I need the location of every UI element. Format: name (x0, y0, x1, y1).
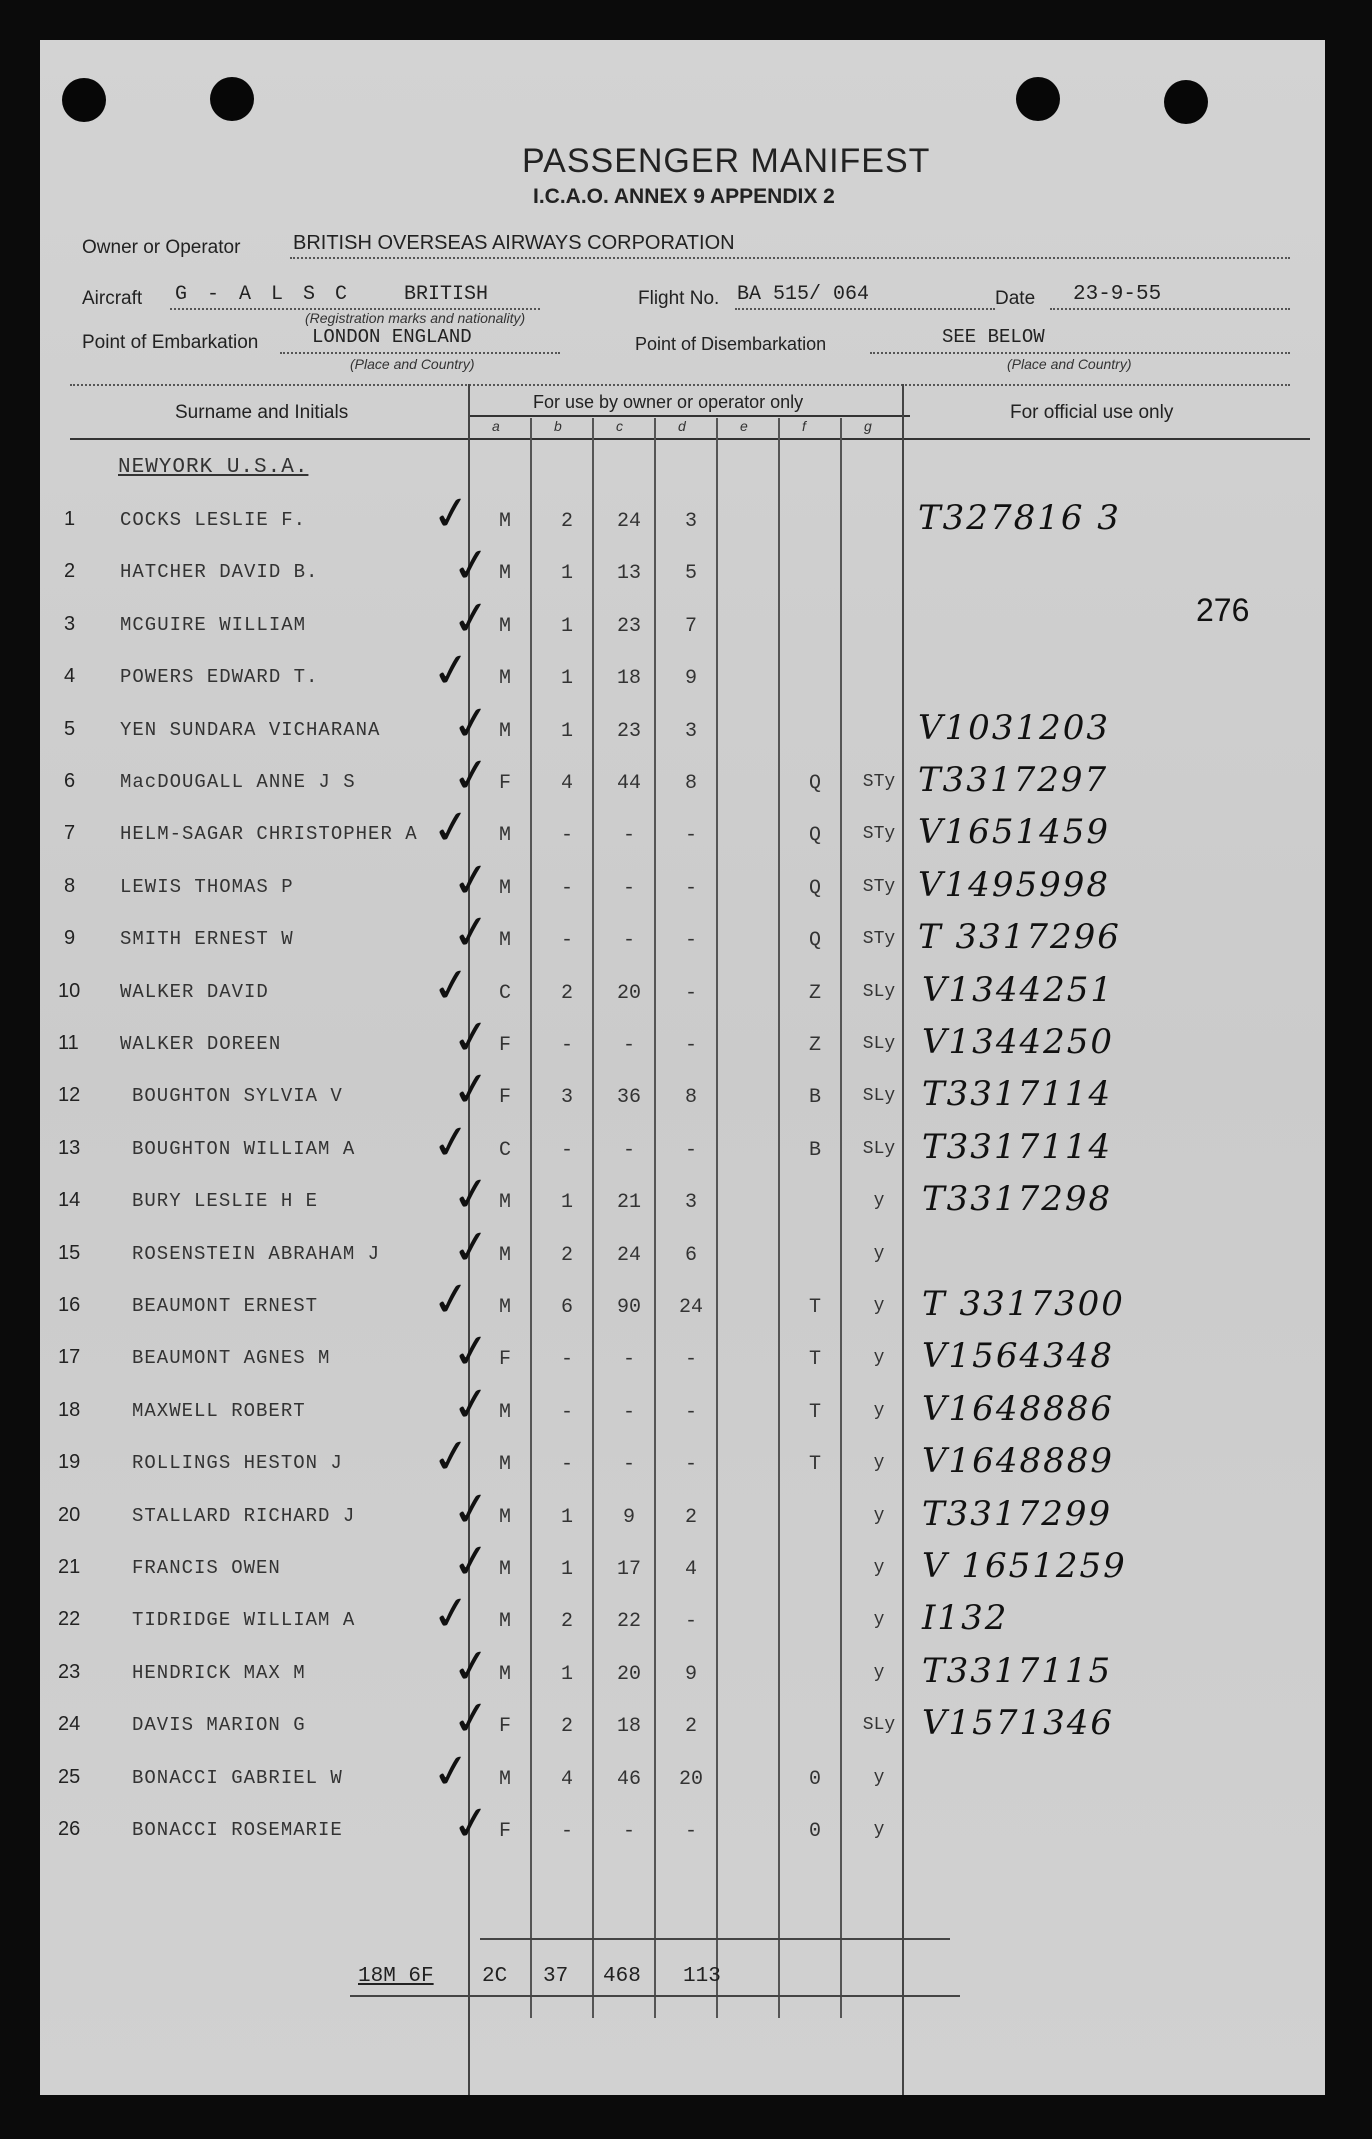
official-number: V1031203 (918, 707, 1110, 748)
cell-d: - (684, 1138, 697, 1162)
cell-c: 9 (622, 1505, 635, 1529)
cell-g: STy (862, 824, 896, 845)
cell-g: SLy (862, 1138, 896, 1159)
passenger-name: BONACCI ROSEMARIE (132, 1819, 343, 1841)
checkmark-icon: ✓ (448, 902, 495, 962)
checkmark-icon: ✓ (448, 1531, 495, 1591)
passenger-name: COCKS LESLIE F. (120, 509, 307, 531)
passenger-name: ROSENSTEIN ABRAHAM J (132, 1242, 381, 1265)
cell-d: 3 (684, 510, 697, 533)
row-number: 2 (64, 560, 76, 583)
cell-c: 18 (616, 1715, 641, 1739)
embarkation-value: LONDON ENGLAND (312, 326, 472, 348)
row-number: 20 (58, 1503, 81, 1526)
cell-c: 21 (616, 1191, 641, 1215)
cell-d: - (684, 1610, 697, 1634)
cell-a: F (498, 1348, 511, 1372)
row-number: 23 (58, 1660, 81, 1683)
cell-a: M (498, 1662, 511, 1686)
cell-a: M (498, 1505, 511, 1529)
cell-b: 1 (560, 562, 573, 586)
cell-d: 9 (684, 1662, 697, 1686)
disembarkation-note: (Place and Country) (1007, 356, 1132, 372)
passenger-name: HELM-SAGAR CHRISTOPHER A (120, 823, 418, 846)
flight-label: Flight No. (638, 288, 720, 309)
passenger-name: SMITH ERNEST W (120, 928, 294, 951)
cell-d: 3 (684, 719, 697, 743)
checkmark-icon: ✓ (428, 1112, 475, 1172)
passenger-name: WALKER DAVID (120, 980, 269, 1003)
cell-a: M (498, 1610, 511, 1634)
cell-g: y (873, 1191, 885, 1212)
official-number: T3317114 (922, 1074, 1113, 1115)
cell-b: 1 (560, 614, 573, 638)
cell-a: M (498, 719, 511, 743)
cell-b: 1 (560, 1662, 573, 1686)
cell-d: 4 (684, 1558, 697, 1581)
cell-b: - (560, 1034, 573, 1057)
checkmark-icon: ✓ (448, 1059, 495, 1119)
official-number: V 1651259 (922, 1546, 1127, 1586)
cell-a: M (498, 562, 511, 586)
cell-a: C (498, 1138, 511, 1162)
official-number: T3317298 (922, 1179, 1113, 1220)
cell-b: 2 (560, 1610, 573, 1634)
cell-c: 90 (616, 1296, 641, 1319)
cell-d: - (684, 876, 697, 900)
cell-g: y (873, 1820, 885, 1840)
passenger-name: TIDRIDGE WILLIAM A (132, 1609, 356, 1632)
checkmark-icon: ✓ (448, 850, 495, 910)
row-number: 14 (58, 1189, 81, 1212)
official-number: V1344251 (922, 969, 1114, 1010)
cell-c: 24 (616, 510, 641, 533)
cell-b: 2 (560, 510, 573, 533)
cell-d: 5 (684, 562, 697, 586)
checkmark-icon: ✓ (428, 797, 475, 857)
official-number: V1651459 (918, 812, 1110, 853)
cell-c: 44 (616, 772, 641, 795)
document-title: PASSENGER MANIFEST (522, 142, 931, 180)
row-number: 18 (58, 1398, 81, 1421)
row-number: 5 (64, 717, 76, 740)
cell-b: 2 (560, 981, 573, 1005)
punch-hole (210, 77, 254, 121)
cell-g: y (873, 1296, 885, 1316)
cell-a: M (498, 667, 511, 691)
passenger-name: MCGUIRE WILLIAM (120, 613, 307, 636)
cell-b: - (560, 1400, 573, 1424)
cell-d: - (684, 1348, 697, 1372)
checkmark-icon: ✓ (448, 1321, 495, 1381)
cell-f: Q (808, 929, 821, 953)
cell-g: y (873, 1348, 885, 1369)
cell-b: 2 (560, 1243, 573, 1267)
cell-b: 4 (560, 1767, 573, 1791)
col-letter-a: a (492, 418, 500, 434)
cell-g: STy (862, 876, 896, 897)
checkmark-icon: ✓ (448, 1374, 495, 1434)
passenger-name: STALLARD RICHARD J (132, 1504, 356, 1527)
cell-c: 22 (616, 1610, 641, 1634)
cell-g: y (873, 1243, 885, 1264)
passenger-name: BONACCI GABRIEL W (132, 1766, 343, 1789)
owner-label: Owner or Operator (82, 237, 241, 258)
row-number: 16 (58, 1294, 81, 1316)
document-subtitle: I.C.A.O. ANNEX 9 APPENDIX 2 (533, 185, 835, 208)
cell-d: - (684, 981, 697, 1005)
cell-d: 3 (684, 1191, 697, 1215)
cell-c: - (622, 1034, 635, 1057)
cell-b: 1 (560, 1505, 573, 1529)
row-number: 10 (58, 979, 81, 1002)
aircraft-note: (Registration marks and nationality) (305, 310, 526, 326)
cell-c: - (622, 1400, 635, 1424)
embarkation-label: Point of Embarkation (82, 332, 259, 353)
row-number: 15 (58, 1241, 81, 1264)
cell-d: 6 (684, 1243, 697, 1267)
cell-c: 23 (616, 719, 641, 743)
row-number: 26 (58, 1818, 81, 1840)
cell-f: Z (808, 981, 821, 1005)
checkmark-icon: ✓ (448, 1217, 495, 1277)
cell-a: M (498, 1243, 511, 1267)
cell-d: 8 (684, 772, 697, 795)
total-b: 37 (543, 1965, 569, 1988)
cell-d: - (684, 1453, 697, 1477)
row-number: 25 (58, 1765, 81, 1788)
cell-d: 24 (678, 1296, 703, 1319)
punch-hole (1164, 80, 1208, 124)
date-value: 23-9-55 (1073, 283, 1162, 306)
passenger-name: HENDRICK MAX M (132, 1661, 306, 1684)
cell-c: 20 (616, 981, 641, 1005)
official-number: V1495998 (918, 864, 1110, 905)
col-owner-use-header: For use by owner or operator only (533, 392, 804, 412)
total-c: 468 (603, 1965, 641, 1988)
cell-d: 8 (684, 1086, 697, 1110)
cell-d: - (684, 929, 697, 953)
cell-c: - (622, 929, 635, 953)
cell-d: 7 (684, 614, 697, 638)
checkmark-icon: ✓ (448, 693, 495, 753)
cell-d: - (684, 824, 697, 848)
cell-d: - (684, 1400, 697, 1424)
cell-g: y (873, 1505, 885, 1526)
cell-f: Q (808, 824, 821, 848)
row-number: 24 (58, 1713, 81, 1736)
official-number: I132 (922, 1598, 1009, 1639)
cell-d: - (684, 1820, 697, 1843)
cell-a: F (498, 1820, 511, 1843)
cell-b: 2 (560, 1715, 573, 1739)
cell-g: SLy (862, 1034, 896, 1054)
cell-g: y (873, 1767, 885, 1788)
cell-c: - (622, 1820, 635, 1843)
checkmark-icon: ✓ (448, 535, 495, 595)
passenger-name: LEWIS THOMAS P (120, 875, 294, 898)
cell-f: T (808, 1400, 821, 1424)
row-number: 3 (64, 612, 76, 635)
totals-label: 18M 6F (358, 1965, 434, 1988)
cell-a: M (498, 1453, 511, 1477)
official-number: T327816 3 (918, 498, 1121, 538)
cell-c: - (622, 824, 635, 848)
cell-g: y (873, 1610, 885, 1631)
cell-c: 13 (616, 562, 641, 586)
cell-f: Q (808, 876, 821, 900)
passenger-name: ROLLINGS HESTON J (132, 1452, 343, 1475)
checkmark-icon: ✓ (428, 1741, 475, 1801)
checkmark-icon: ✓ (428, 1269, 475, 1329)
checkmark-icon: ✓ (448, 745, 495, 805)
cell-c: - (622, 1453, 635, 1477)
cell-f: B (808, 1086, 821, 1110)
official-number: T3317297 (918, 760, 1109, 800)
cell-d: - (684, 1034, 697, 1057)
section-destination: NEWYORK U.S.A. (118, 456, 309, 479)
cell-a: M (498, 929, 511, 953)
cell-a: C (498, 981, 511, 1005)
flight-number: BA 515/ 064 (737, 283, 870, 306)
checkmark-icon: ✓ (448, 1479, 495, 1539)
col-surname-header: Surname and Initials (175, 402, 349, 423)
cell-d: 2 (684, 1715, 697, 1739)
cell-a: M (498, 824, 511, 848)
col-letter-g: g (864, 418, 872, 434)
cell-b: 1 (560, 719, 573, 743)
owner-value: BRITISH OVERSEAS AIRWAYS CORPORATION (293, 232, 735, 254)
cell-b: 3 (560, 1086, 573, 1110)
aircraft-nationality: BRITISH (404, 283, 489, 306)
cell-c: 46 (616, 1767, 641, 1791)
checkmark-icon: ✓ (448, 588, 495, 648)
passenger-name: BURY LESLIE H E (132, 1190, 319, 1213)
official-number: T 3317300 (922, 1284, 1125, 1324)
punch-hole (1016, 77, 1060, 121)
cell-c: 23 (616, 614, 641, 638)
cell-a: M (498, 1191, 511, 1215)
row-number: 13 (58, 1136, 81, 1159)
cell-d: 2 (684, 1505, 697, 1529)
row-number: 4 (64, 665, 76, 688)
cell-g: y (873, 1662, 885, 1683)
embarkation-note: (Place and Country) (350, 356, 475, 372)
cell-g: SLy (862, 1715, 896, 1736)
passenger-name: WALKER DOREEN (120, 1033, 282, 1055)
checkmark-icon: ✓ (428, 640, 475, 700)
col-letter-c: c (616, 418, 623, 434)
cell-b: 1 (560, 1558, 573, 1581)
cell-f: B (808, 1138, 821, 1162)
disembarkation-value: SEE BELOW (942, 326, 1045, 348)
cell-g: SLy (862, 1086, 896, 1107)
punch-hole (62, 78, 106, 122)
passenger-name: YEN SUNDARA VICHARANA (120, 718, 381, 741)
cell-c: 20 (616, 1662, 641, 1686)
row-number: 8 (64, 874, 76, 897)
passenger-name: BOUGHTON SYLVIA V (132, 1085, 343, 1108)
row-number: 22 (58, 1608, 81, 1631)
cell-g: STy (862, 772, 896, 792)
official-number: V1571346 (922, 1703, 1114, 1744)
official-number: T3317115 (922, 1650, 1113, 1691)
cell-f: Q (808, 772, 821, 795)
checkmark-icon: ✓ (448, 1793, 495, 1853)
checkmark-icon: ✓ (428, 1426, 475, 1486)
cell-b: - (560, 876, 573, 900)
passenger-name: BEAUMONT AGNES M (132, 1347, 331, 1370)
row-number: 6 (64, 770, 76, 792)
cell-b: - (560, 1138, 573, 1162)
passenger-name: MAXWELL ROBERT (132, 1399, 306, 1422)
checkmark-icon: ✓ (428, 483, 475, 543)
cell-b: 1 (560, 667, 573, 691)
cell-b: - (560, 1348, 573, 1372)
official-number: V1344250 (922, 1022, 1114, 1062)
cell-a: F (498, 1715, 511, 1739)
cell-c: - (622, 1348, 635, 1372)
total-a: 2C (482, 1965, 508, 1988)
official-number: V1648889 (922, 1441, 1114, 1482)
cell-a: M (498, 1296, 511, 1319)
official-number: T 3317296 (918, 917, 1121, 958)
checkmark-icon: ✓ (448, 1636, 495, 1696)
total-d: 113 (683, 1965, 721, 1988)
cell-a: M (498, 1767, 511, 1791)
manifest-sheet (40, 40, 1325, 2095)
cell-g: y (873, 1400, 885, 1421)
cell-d: 20 (678, 1767, 703, 1791)
cell-f: T (808, 1296, 821, 1319)
checkmark-icon: ✓ (448, 1688, 495, 1748)
row-number: 7 (64, 822, 76, 845)
official-number: V1564348 (922, 1336, 1114, 1377)
cell-c: 17 (616, 1558, 641, 1581)
passenger-name: FRANCIS OWEN (132, 1557, 281, 1579)
col-letter-e: e (740, 418, 748, 434)
row-number: 9 (64, 927, 76, 950)
cell-g: y (873, 1558, 885, 1578)
row-number: 21 (58, 1556, 81, 1578)
cell-c: 18 (616, 667, 641, 691)
cell-b: - (560, 1453, 573, 1477)
passenger-name: HATCHER DAVID B. (120, 561, 319, 584)
cell-a: M (498, 614, 511, 638)
cell-a: F (498, 1034, 511, 1057)
col-letter-b: b (554, 418, 562, 434)
official-number: T3317299 (922, 1493, 1113, 1534)
cell-a: F (498, 772, 511, 795)
disembarkation-label: Point of Disembarkation (635, 334, 827, 354)
col-official-header: For official use only (1010, 402, 1174, 423)
passenger-name: POWERS EDWARD T. (120, 666, 319, 689)
col-letter-f: f (802, 418, 806, 434)
checkmark-icon: ✓ (428, 1583, 475, 1643)
aircraft-label: Aircraft (82, 288, 143, 309)
cell-d: 9 (684, 667, 697, 691)
checkmark-icon: ✓ (448, 1007, 495, 1067)
row-number: 17 (58, 1346, 81, 1369)
cell-c: - (622, 876, 635, 900)
cell-b: 6 (560, 1296, 573, 1319)
cell-f: 0 (808, 1767, 821, 1791)
passenger-name: BOUGHTON WILLIAM A (132, 1137, 356, 1160)
cell-a: F (498, 1086, 511, 1110)
cell-g: SLy (862, 981, 896, 1002)
cell-f: T (808, 1453, 821, 1477)
passenger-name: DAVIS MARION G (132, 1714, 306, 1737)
cell-a: M (498, 510, 511, 533)
checkmark-icon: ✓ (448, 1164, 495, 1224)
cell-g: y (873, 1453, 885, 1474)
cell-a: M (498, 1558, 511, 1581)
cell-f: T (808, 1348, 821, 1372)
cell-f: 0 (808, 1820, 821, 1843)
date-label: Date (995, 288, 1036, 309)
cell-g: STy (862, 929, 896, 950)
cell-b: - (560, 929, 573, 953)
row-number: 11 (58, 1032, 79, 1054)
cell-b: 4 (560, 772, 573, 795)
official-number: T3317114 (922, 1126, 1113, 1167)
row-number: 1 (64, 508, 76, 530)
official-number: V1648886 (922, 1388, 1114, 1429)
cell-c: - (622, 1138, 635, 1162)
passenger-name: BEAUMONT ERNEST (132, 1295, 319, 1317)
cell-b: - (560, 824, 573, 848)
checkmark-icon: ✓ (428, 955, 475, 1015)
margin-note: 276 (1196, 592, 1250, 628)
cell-a: M (498, 876, 511, 900)
col-letter-d: d (678, 418, 686, 434)
cell-b: 1 (560, 1191, 573, 1215)
cell-c: 36 (616, 1086, 641, 1110)
row-number: 19 (58, 1451, 81, 1474)
cell-f: Z (808, 1034, 821, 1057)
passenger-name: MacDOUGALL ANNE J S (120, 771, 356, 793)
cell-b: - (560, 1820, 573, 1843)
cell-a: M (498, 1400, 511, 1424)
cell-c: 24 (616, 1243, 641, 1267)
aircraft-registration: G - A L S C (175, 283, 352, 306)
row-number: 12 (58, 1084, 81, 1107)
